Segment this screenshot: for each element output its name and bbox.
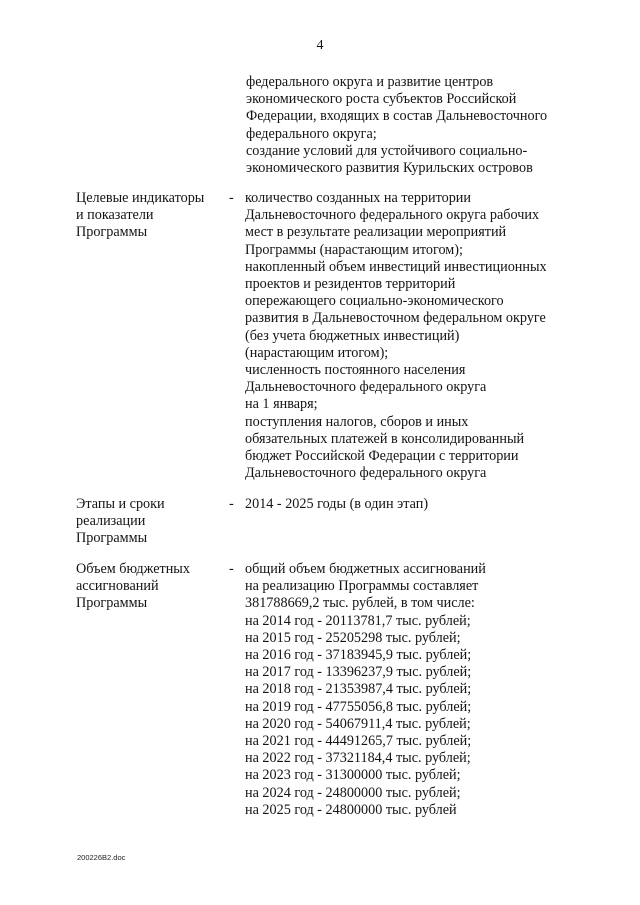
- value-line: Дальневосточного федерального округа: [245, 379, 487, 396]
- value-line: на 2017 год - 13396237,9 тыс. рублей;: [245, 664, 472, 681]
- label-line: и показатели: [76, 207, 154, 224]
- label-line: Программы: [76, 224, 148, 241]
- value-line: бюджет Российской Федерации с территории: [245, 448, 519, 465]
- section-label: [76, 561, 190, 613]
- value-line: обязательных платежей в консолидированный: [245, 430, 525, 447]
- value-line: на реализацию Программы составляет: [245, 578, 479, 595]
- value-line: развития в Дальневосточном федеральном округе: [245, 310, 546, 327]
- continuation-text: [246, 74, 547, 177]
- continuation-line: федерального округа;: [246, 125, 377, 142]
- value-line: на 2020 год - 54067911,4 тыс. рублей;: [245, 715, 471, 732]
- section-label: [76, 496, 165, 548]
- value-line: на 2019 год - 47755056,8 тыс. рублей;: [245, 698, 472, 715]
- label-line: Объем бюджетных: [76, 561, 190, 577]
- section-value: [245, 190, 547, 482]
- continuation-line: экономического развития Курильских островов: [246, 160, 533, 177]
- value-line: на 2014 год - 20113781,7 тыс. рублей;: [245, 612, 471, 629]
- value-line: Программы (нарастающим итогом);: [245, 241, 463, 258]
- value-line: на 2024 год - 24800000 тыс. рублей;: [245, 784, 461, 801]
- document-file-code: 200226B2.doc: [77, 853, 126, 862]
- label-line: Программы: [76, 530, 148, 547]
- value-line: поступления налогов, сборов и иных: [245, 413, 469, 430]
- section-dash: -: [229, 496, 234, 512]
- label-line: Целевые индикаторы: [76, 190, 205, 206]
- value-line: на 2025 год - 24800000 тыс. рублей: [245, 801, 457, 818]
- value-line: на 2016 год - 37183945,9 тыс. рублей;: [245, 647, 472, 664]
- value-line: проектов и резидентов территорий: [245, 276, 456, 293]
- value-line: численность постоянного населения: [245, 362, 466, 379]
- value-line: на 2015 год - 25205298 тыс. рублей;: [245, 629, 461, 646]
- value-line: на 2022 год - 37321184,4 тыс. рублей;: [245, 750, 471, 767]
- continuation-line: федерального округа и развитие центров: [246, 74, 494, 90]
- continuation-line: экономического роста субъектов Российской: [246, 91, 517, 108]
- value-line: на 1 января;: [245, 396, 318, 413]
- value-line: 2014 - 2025 годы (в один этап): [245, 496, 429, 512]
- value-line: количество созданных на территории: [245, 190, 471, 206]
- value-line: Дальневосточного федерального округа: [245, 465, 487, 482]
- page-number: 4: [316, 38, 324, 53]
- label-line: ассигнований: [76, 578, 159, 595]
- value-line: опережающего социально-экономического: [245, 293, 504, 310]
- value-line: на 2023 год - 31300000 тыс. рублей;: [245, 767, 461, 784]
- section-dash: -: [229, 190, 234, 206]
- value-line: (нарастающим итогом);: [245, 344, 389, 361]
- section-dash: -: [229, 561, 234, 577]
- value-line: общий объем бюджетных ассигнований: [245, 561, 486, 577]
- section-value: [245, 496, 428, 513]
- section-value: [245, 561, 486, 819]
- continuation-line: Федерации, входящих в состав Дальневосточного: [246, 108, 548, 125]
- label-line: реализации: [76, 513, 146, 530]
- section-label: [76, 190, 204, 242]
- value-line: Дальневосточного федерального округа рабочих: [245, 207, 540, 224]
- value-line: на 2018 год - 21353987,4 тыс. рублей;: [245, 681, 472, 698]
- value-line: на 2021 год - 44491265,7 тыс. рублей;: [245, 733, 472, 750]
- value-line: 381788669,2 тыс. рублей, в том числе:: [245, 595, 475, 612]
- value-line: накопленный объем инвестиций инвестиционных: [245, 258, 547, 275]
- label-line: Этапы и сроки: [76, 496, 165, 512]
- value-line: (без учета бюджетных инвестиций): [245, 327, 460, 344]
- value-line: мест в результате реализации мероприятий: [245, 224, 507, 241]
- label-line: Программы: [76, 595, 148, 612]
- continuation-line: создание условий для устойчивого социально-: [246, 142, 528, 159]
